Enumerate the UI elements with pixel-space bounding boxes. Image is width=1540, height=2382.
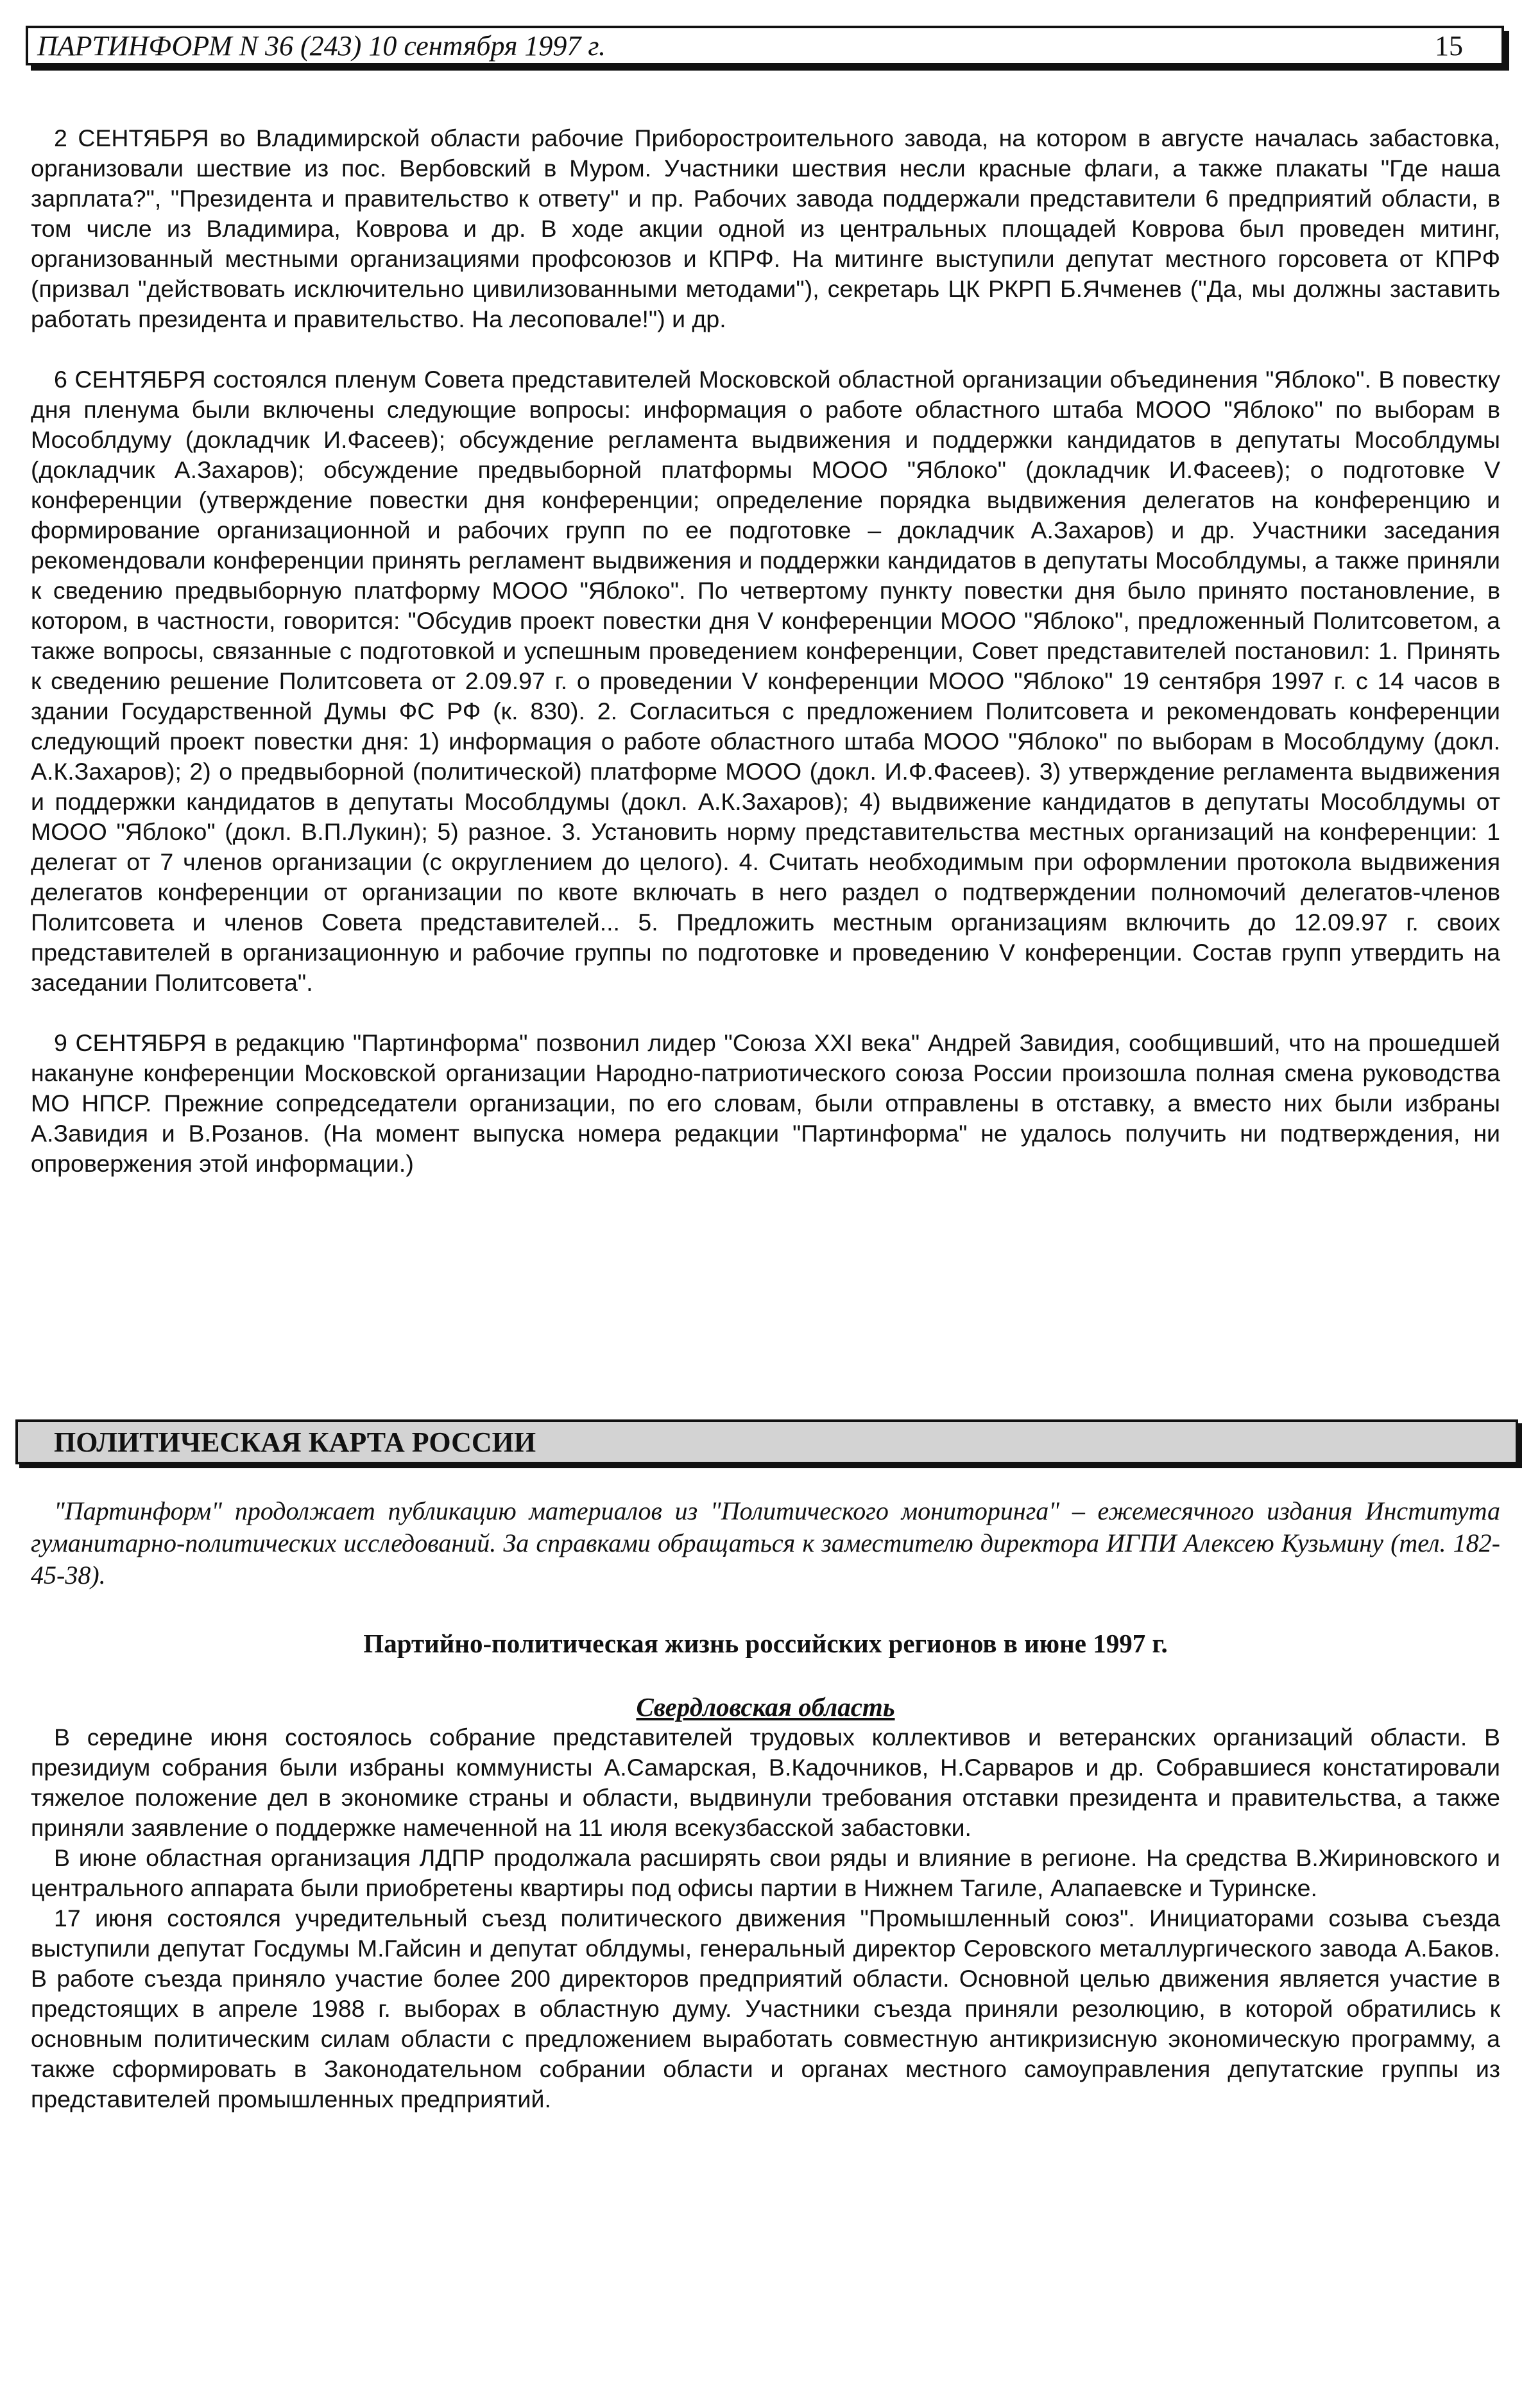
section-title-bar (15, 1419, 1518, 1464)
region-heading: Свердловская область (636, 1692, 895, 1722)
header-title: ПАРТИНФОРМ N 36 (243) 10 сентября 1997 г. (37, 30, 606, 62)
news-item: 6 СЕНТЯБРЯ состоялся пленум Совета представителей Московской областной организации объединения "Яблоко". В повестку дня пленума были включены следующие вопросы: информация о работе областного штаба МООО "Яблоко" по выборам в Мособлдуму (докладчик И.Фасеев); обсуждение регламента выдвижения и поддержки кандидатов в депутаты Мособлдумы (докладчик А.Захаров); обсуждение предвыборной платформы МООО "Яблоко" (докладчик И.Фасеев); о подготовке V конференции (утверждение повестки дня конференции; определение порядка выдвижения делегатов на конференцию и формирование организационной и рабочих групп по ее подготовке – докладчик А.Захаров) и др. Участники заседания рекомендовали конференции принять регламент выдвижения и поддержки кандидатов в депутаты Мособлдумы, а также приняли к сведению предвыборную платформу МООО "Яблоко". По четвертому пункту повестки дня было принято постановление, в котором, в частности, говорится: "Обсудив проект повестки дня V конференции МООО "Яблоко", предложенный Политсоветом, а также вопросы, связанные с подготовкой и успешным проведением конференции, Совет представителей постановил: 1. Принять к сведению решение Политсовета от 2.09.97 г. о проведении V конференции МООО "Яблоко" 19 сентября 1997 г. с 14 часов в здании Государственной Думы ФС РФ (к. 830). 2. Согласиться с предложением Политсовета и рекомендовать конференции следующий проект повестки дня: 1) информация о работе областного штаба МООО "Яблоко" по выборам в Мособлдуму (докл. А.К.Захаров); 2) о предвыборной (политической) платформе МООО (докл. И.Ф.Фасеев). 3) утверждение регламента выдвижения и поддержки кандидатов в депутаты Мособлдумы (докл. А.К.Захаров); 4) выдвижение кандидатов в депутаты Мособлдумы от МООО "Яблоко" (докл. В.П.Лукин); 5) разное. 3. Установить норму представительства местных организаций на конференции: 1 делегат от 7 членов организации (с округлением до целого). 4. Считать необходимым при оформлении протокола выдвижения делегатов конференции от организации по квоте включать в него раздел о подтверждении полномочий делегатов-членов Политсовета и членов Совета представителей... 5. Предложить местным организациям включить до 12.09.97 г. своих представителей в организационную и рабочие группы по подготовке и проведению V конференции. Состав групп утвердить на заседании Политсовета". (31, 366, 1500, 996)
news-item: 2 СЕНТЯБРЯ во Владимирской области рабочие Приборостроительного завода, на котором в августе началась забастовка, организовали шествие из пос. Вербовский в Муром. Участники шествия несли красные флаги, а также плакаты "Где наша зарплата?", "Президента и правительство к ответу" и пр. Рабочих завода поддержали представители 6 предприятий области, в том числе из Владимира, Коврова и др. В ходе акции одной из центральных площадей Коврова был проведен митинг, организованный местными организациями профсоюзов и КПРФ. На митинге выступили депутат местного горсовета от КПРФ (призвал "действовать исключительно цивилизованными методами"), секретарь ЦК РКРП Б.Ячменев ("Да, мы должны заставить работать президента и правительство. На лесоповале!") и др. (31, 124, 1500, 332)
page-header (26, 26, 1504, 65)
section-title: ПОЛИТИЧЕСКАЯ КАРТА РОССИИ (54, 1426, 536, 1458)
page-number: 15 (1435, 30, 1463, 62)
section-body (31, 1495, 1500, 2114)
section-intro: "Партинформ" продолжает публикацию материалов из "Политического мониторинга" – ежемесячного издания Института гуманитарно-политических исследований. За справками обращаться к заместителю директора ИГПИ Алексею Кузьмину (тел. 182-45-38). (31, 1496, 1500, 1589)
region-paragraph: 17 июня состоялся учредительный съезд политического движения "Промышленный союз". Инициаторами созыва съезда выступили депутат Госдумы М.Гайсин и депутат облдумы, генеральный директор Серовского металлургического завода А.Баков. В работе съезда приняло участие более 200 директоров предприятий области. Основной целью движения является участие в предстоящих в апреле 1988 г. выборах в областную думу. Участники съезда приняли резолюцию, в которой обратились к основным политическим силам области с предложением выработать совместную антикризисную экономическую программу, а также сформировать в Законодательном собрании области и органах местного самоуправления депутатские группы из представителей промышленных предприятий. (31, 1905, 1500, 2112)
section-subheading: Партийно-политическая жизнь российских регионов в июне 1997 г. (363, 1629, 1168, 1658)
news-item: 9 СЕНТЯБРЯ в редакцию "Партинформа" позвонил лидер "Союза XXI века" Андрей Завидия, сообщивший, что на прошедшей накануне конференции Московской организации Народно-патриотического союза России произошла полная смена руководства МО НПСР. Прежние сопредседатели организации, по его словам, были отправлены в отставку, а вместо них были избраны А.Завидия и В.Розанов. (На момент выпуска номера редакции "Партинформа" не удалось получить ни подтверждения, ни опровержения этой информации.) (31, 1029, 1500, 1177)
region-paragraph: В середине июня состоялось собрание представителей трудовых коллективов и ветеранских организаций области. В президиум собрания были избраны коммунисты А.Самарская, В.Кадочников, Н.Сарваров и др. Собравшиеся констатировали тяжелое положение дел в экономике страны и области, выдвинули требования отставки президента и правительства, а также приняли заявление о поддержке намеченной на 11 июля всекузбасской забастовки. (31, 1724, 1500, 1841)
region-paragraph: В июне областная организация ЛДПР продолжала расширять свои ряды и влияние в регионе. На средства В.Жириновского и центрального аппарата были приобретены квартиры под офисы партии в Нижнем Тагиле, Алапаевске и Туринске. (31, 1844, 1500, 1901)
news-column (31, 123, 1500, 1179)
